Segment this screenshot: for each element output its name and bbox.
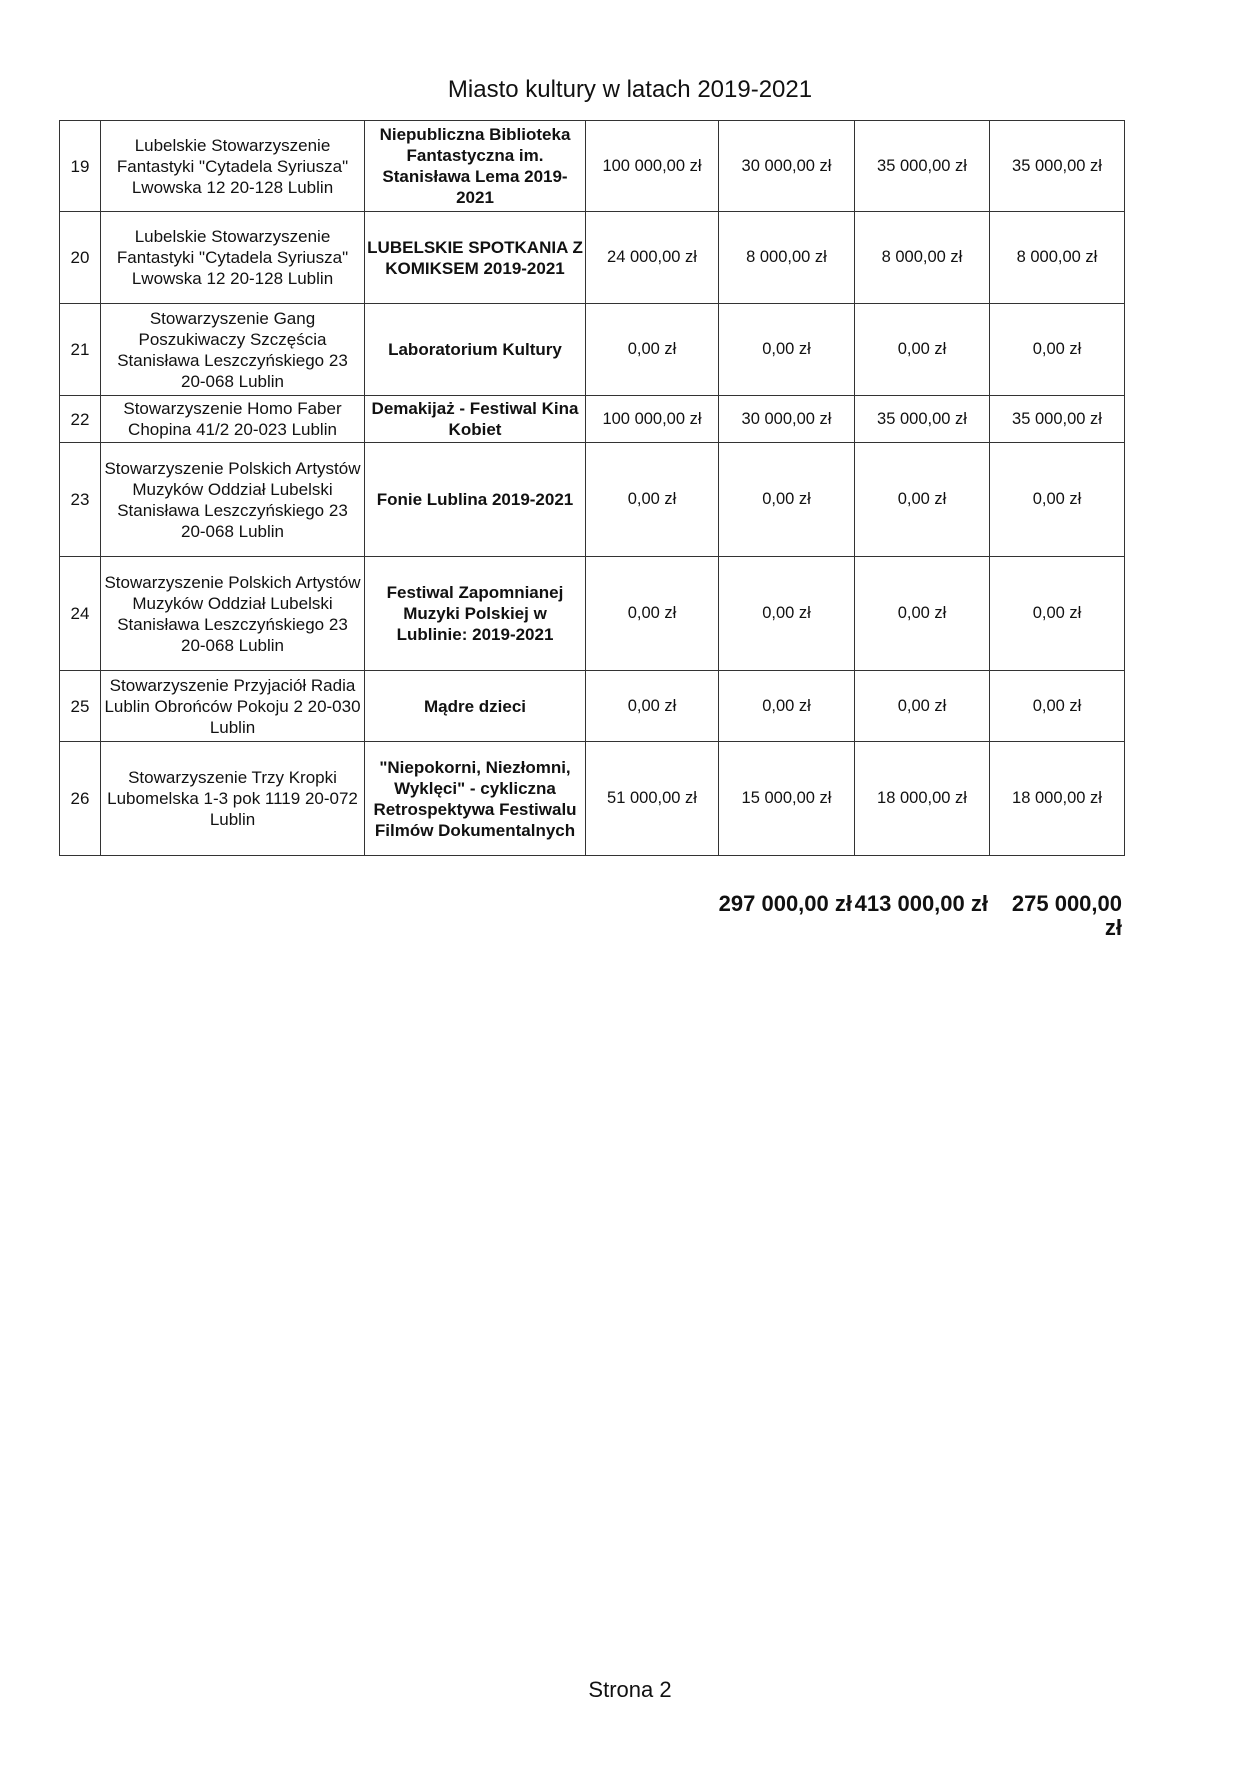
- amount-2021-cell: 18 000,00 zł: [990, 742, 1125, 856]
- row-number: 21: [60, 304, 101, 396]
- organization-cell: Lubelskie Stowarzyszenie Fantastyki "Cytadela Syriusza" Lwowska 12 20-128 Lublin: [101, 121, 365, 212]
- amount-2021-cell: 0,00 zł: [990, 304, 1125, 396]
- row-number: 26: [60, 742, 101, 856]
- amount-2020-cell: 0,00 zł: [855, 443, 990, 557]
- project-cell: Laboratorium Kultury: [365, 304, 586, 396]
- row-number: 24: [60, 557, 101, 671]
- total-amount-cell: 24 000,00 zł: [586, 212, 719, 304]
- total-amount-cell: 100 000,00 zł: [586, 121, 719, 212]
- row-number: 22: [60, 396, 101, 443]
- total-amount-cell: 0,00 zł: [586, 671, 719, 742]
- amount-2019-cell: 15 000,00 zł: [719, 742, 855, 856]
- amount-2021-cell: 0,00 zł: [990, 557, 1125, 671]
- row-number: 19: [60, 121, 101, 212]
- table-row: [60, 742, 1125, 856]
- page-title: Miasto kultury w latach 2019-2021: [447, 76, 813, 103]
- amount-2019-cell: 30 000,00 zł: [719, 121, 855, 212]
- organization-cell: Stowarzyszenie Trzy Kropki Lubomelska 1-3 pok 1119 20-072 Lublin: [101, 742, 365, 856]
- amount-2021-cell: 8 000,00 zł: [990, 212, 1125, 304]
- organization-cell: Stowarzyszenie Gang Poszukiwaczy Szczęścia Stanisława Leszczyńskiego 23 20-068 Lublin: [101, 304, 365, 396]
- row-number: 23: [60, 443, 101, 557]
- amount-2021-cell: 0,00 zł: [990, 443, 1125, 557]
- amount-2020-cell: 35 000,00 zł: [855, 121, 990, 212]
- amount-2021-cell: 35 000,00 zł: [990, 396, 1125, 443]
- amount-2019-cell: 0,00 zł: [719, 557, 855, 671]
- grants-table: [59, 120, 1125, 856]
- organization-cell: Stowarzyszenie Polskich Artystów Muzyków Oddział Lubelski Stanisława Leszczyńskiego 23 20-068 Lublin: [101, 443, 365, 557]
- amount-2020-cell: 18 000,00 zł: [855, 742, 990, 856]
- project-cell: LUBELSKIE SPOTKANIA Z KOMIKSEM 2019-2021: [365, 212, 586, 304]
- total-amount-cell: 0,00 zł: [586, 304, 719, 396]
- table-row: [60, 304, 1125, 396]
- amount-2020-cell: 0,00 zł: [855, 304, 990, 396]
- amount-2020-cell: 35 000,00 zł: [855, 396, 990, 443]
- total-amount-cell: 0,00 zł: [586, 557, 719, 671]
- table-row: [60, 212, 1125, 304]
- project-cell: Fonie Lublina 2019-2021: [365, 443, 586, 557]
- total-2019: 297 000,00 zł: [718, 891, 852, 916]
- amount-2021-cell: 35 000,00 zł: [990, 121, 1125, 212]
- total-2020: 413 000,00 zł: [854, 891, 988, 916]
- project-cell: Demakijaż - Festiwal Kina Kobiet: [365, 396, 586, 443]
- amount-2019-cell: 0,00 zł: [719, 443, 855, 557]
- amount-2021-cell: 0,00 zł: [990, 671, 1125, 742]
- project-cell: Mądre dzieci: [365, 671, 586, 742]
- total-2021: 275 000,00 zł: [1011, 891, 1122, 940]
- row-number: 25: [60, 671, 101, 742]
- table-row: [60, 121, 1125, 212]
- organization-cell: Lubelskie Stowarzyszenie Fantastyki "Cytadela Syriusza" Lwowska 12 20-128 Lublin: [101, 212, 365, 304]
- project-cell: Festiwal Zapomnianej Muzyki Polskiej w Lublinie: 2019-2021: [365, 557, 586, 671]
- total-amount-cell: 100 000,00 zł: [586, 396, 719, 443]
- row-number: 20: [60, 212, 101, 304]
- page-number: Strona 2: [588, 1677, 672, 1702]
- total-amount-cell: 51 000,00 zł: [586, 742, 719, 856]
- organization-cell: Stowarzyszenie Polskich Artystów Muzyków Oddział Lubelski Stanisława Leszczyńskiego 23 20-068 Lublin: [101, 557, 365, 671]
- project-cell: Niepubliczna Biblioteka Fantastyczna im. Stanisława Lema 2019-2021: [365, 121, 586, 212]
- amount-2019-cell: 0,00 zł: [719, 671, 855, 742]
- organization-cell: Stowarzyszenie Przyjaciół Radia Lublin Obrońców Pokoju 2 20-030 Lublin: [101, 671, 365, 742]
- amount-2019-cell: 30 000,00 zł: [719, 396, 855, 443]
- table-row: [60, 557, 1125, 671]
- table-row: [60, 396, 1125, 443]
- amount-2019-cell: 8 000,00 zł: [719, 212, 855, 304]
- amount-2020-cell: 8 000,00 zł: [855, 212, 990, 304]
- total-amount-cell: 0,00 zł: [586, 443, 719, 557]
- amount-2020-cell: 0,00 zł: [855, 557, 990, 671]
- table-row: [60, 443, 1125, 557]
- project-cell: "Niepokorni, Niezłomni, Wyklęci" - cykliczna Retrospektywa Festiwalu Filmów Dokumentalnych: [365, 742, 586, 856]
- amount-2019-cell: 0,00 zł: [719, 304, 855, 396]
- table-row: [60, 671, 1125, 742]
- organization-cell: Stowarzyszenie Homo Faber Chopina 41/2 20-023 Lublin: [101, 396, 365, 443]
- amount-2020-cell: 0,00 zł: [855, 671, 990, 742]
